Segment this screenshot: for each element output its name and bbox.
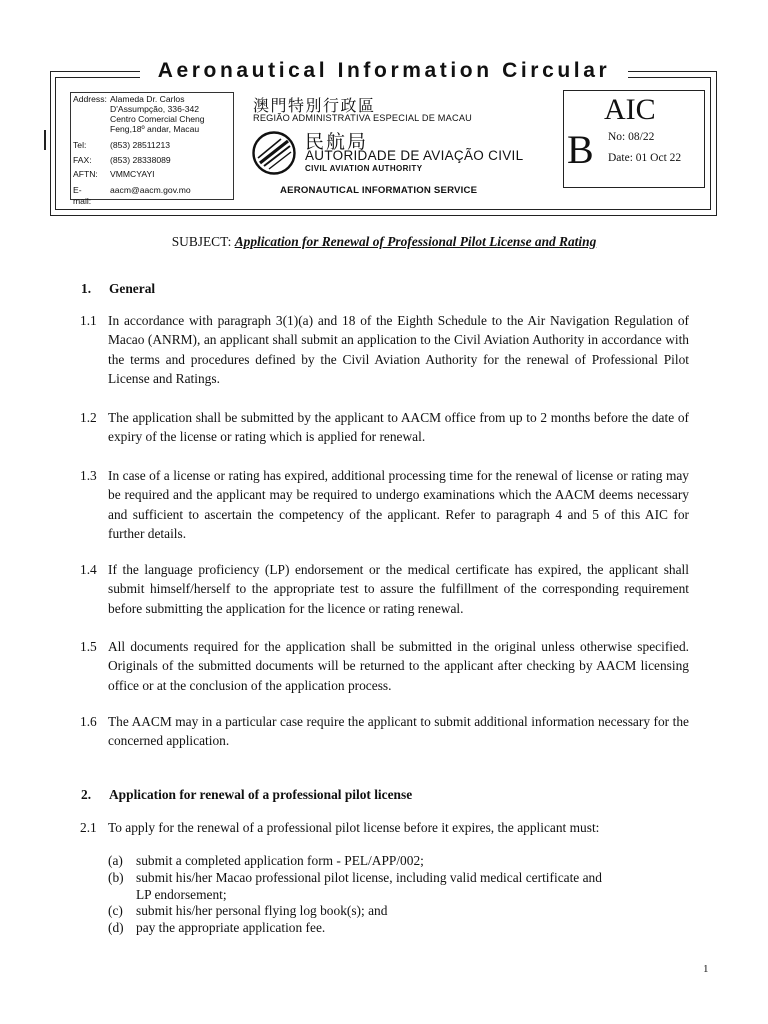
paragraph-number: 1.5 — [80, 639, 97, 654]
list-item-text: submit his/her Macao professional pilot license, including valid medical certificate and LP endorsement; — [136, 869, 602, 902]
list-item — [108, 920, 602, 937]
address-line: D'Assumpção, 336-342 — [110, 104, 200, 114]
paragraph-number: 1.2 — [80, 410, 97, 425]
address-line: Alameda Dr. Carlos — [110, 94, 185, 104]
list-item-key: (b) — [108, 869, 124, 885]
margin-mark — [44, 130, 46, 150]
address-label: Address: — [73, 94, 107, 104]
subject-line — [0, 234, 768, 250]
paragraph-number: 2.1 — [80, 820, 97, 835]
paragraph — [80, 818, 689, 837]
list-item — [108, 903, 602, 920]
aftn-value: VMMCYAYI — [110, 169, 155, 179]
paragraph-text: To apply for the renewal of a professional pilot license before it expires, the applicant must: — [108, 820, 600, 835]
paragraph-number: 1.4 — [80, 562, 97, 577]
fax-label: FAX: — [73, 155, 92, 165]
paragraph-text: The AACM may in a particular case require the applicant to submit additional information necessary for the concerned application. — [108, 714, 689, 749]
list-item-text: pay the appropriate application fee. — [136, 920, 326, 936]
paragraph-text: The application shall be submitted by the applicant to AACM office from up to 2 months before the date of expiry of the license or rating which is applied for renewal. — [108, 410, 689, 445]
list-item-key: (c) — [108, 903, 123, 919]
authority-name-portuguese: AUTORIDADE DE AVIAÇÃO CIVIL — [305, 148, 524, 163]
paragraph — [80, 466, 689, 544]
address-line: Feng,18º andar, Macau — [110, 124, 200, 134]
paragraph-text: All documents required for the application shall be submitted in the original unless otherwise specified. Originals of the submitted documents will be returned to the applicant after checking by AACM licensing office or at the conclusion of the application process. — [108, 639, 689, 693]
document-title: Aeronautical Information Circular — [140, 58, 628, 84]
paragraph — [80, 637, 689, 695]
paragraph — [80, 311, 689, 389]
requirements-list — [108, 853, 602, 937]
aic-label: AIC — [604, 93, 656, 126]
paragraph-number: 1.3 — [80, 468, 97, 483]
paragraph — [80, 712, 689, 751]
section-title: General — [109, 281, 156, 296]
aic-date: Date: 01 Oct 22 — [608, 152, 682, 164]
list-item-key: (d) — [108, 920, 124, 936]
aviation-authority-emblem-icon — [251, 130, 297, 176]
section-title: Application for renewal of a professional pilot license — [109, 787, 413, 802]
section-heading — [81, 281, 155, 297]
paragraph-text: In accordance with paragraph 3(1)(a) and 18 of the Eighth Schedule to the Air Navigation Regulation of Macao (ANRM), an applicant shall submit an application to the Civil Aviation Authority in accordance with the terms and procedures defined by the Civil Aviation Authority for the renewal of Professional Pilot License and Ratings. — [108, 313, 689, 387]
list-item-key: (a) — [108, 853, 123, 868]
list-item — [108, 870, 602, 904]
tel-label: Tel: — [73, 140, 87, 150]
address-box — [70, 92, 234, 206]
paragraph — [80, 560, 689, 618]
paragraph-text: In case of a license or rating has expired, additional processing time for the renewal of license or rating may be required and the applicant may be required to undergo examinations which the AACM deems necessary and sufficient to ascertain the competency of the applicant. Refer to paragraph 4 and 5 of this AIC for further details. — [108, 468, 689, 542]
page-number: 1 — [703, 963, 709, 975]
paragraph-text: If the language proficiency (LP) endorsement or the medical certificate has expired, the applicant shall submit himself/herself to the appropriate test to assure the fulfillment of the corresponding requirement before submitting the application for the licence or rating renewal. — [108, 562, 689, 616]
list-item-text: submit his/her personal flying log book(s); and — [136, 903, 388, 919]
section-number: 2. — [81, 787, 92, 802]
email-label: E-mail: — [73, 185, 92, 206]
paragraph — [80, 408, 689, 447]
tel-value: (853) 28511213 — [110, 140, 171, 150]
email-value: aacm@aacm.gov.mo — [110, 185, 191, 195]
paragraph-number: 1.1 — [80, 313, 97, 328]
aftn-label: AFTN: — [73, 169, 98, 179]
fax-value: (853) 28338089 — [110, 155, 171, 165]
subject-label: SUBJECT: — [171, 234, 232, 249]
aic-number: No: 08/22 — [608, 131, 655, 143]
authority-name-chinese: 民航局 — [305, 131, 369, 153]
address-line: Centro Comercial Cheng — [110, 114, 205, 124]
subject-title: Application for Renewal of Professional Pilot License and Rating — [234, 234, 597, 249]
list-item — [108, 853, 602, 870]
aic-series-letter: B — [567, 127, 594, 172]
service-name: AERONAUTICAL INFORMATION SERVICE — [280, 185, 478, 196]
region-name-chinese: 澳門特別行政區 — [253, 96, 376, 115]
region-name-portuguese: REGIÃO ADMINISTRATIVA ESPECIAL DE MACAU — [253, 113, 472, 123]
paragraph-number: 1.6 — [80, 714, 97, 729]
section-heading — [81, 787, 412, 803]
section-number: 1. — [81, 281, 92, 296]
list-item-text: submit a completed application form - PEL/APP/002; — [136, 853, 424, 868]
authority-name-english: CIVIL AVIATION AUTHORITY — [305, 164, 423, 173]
